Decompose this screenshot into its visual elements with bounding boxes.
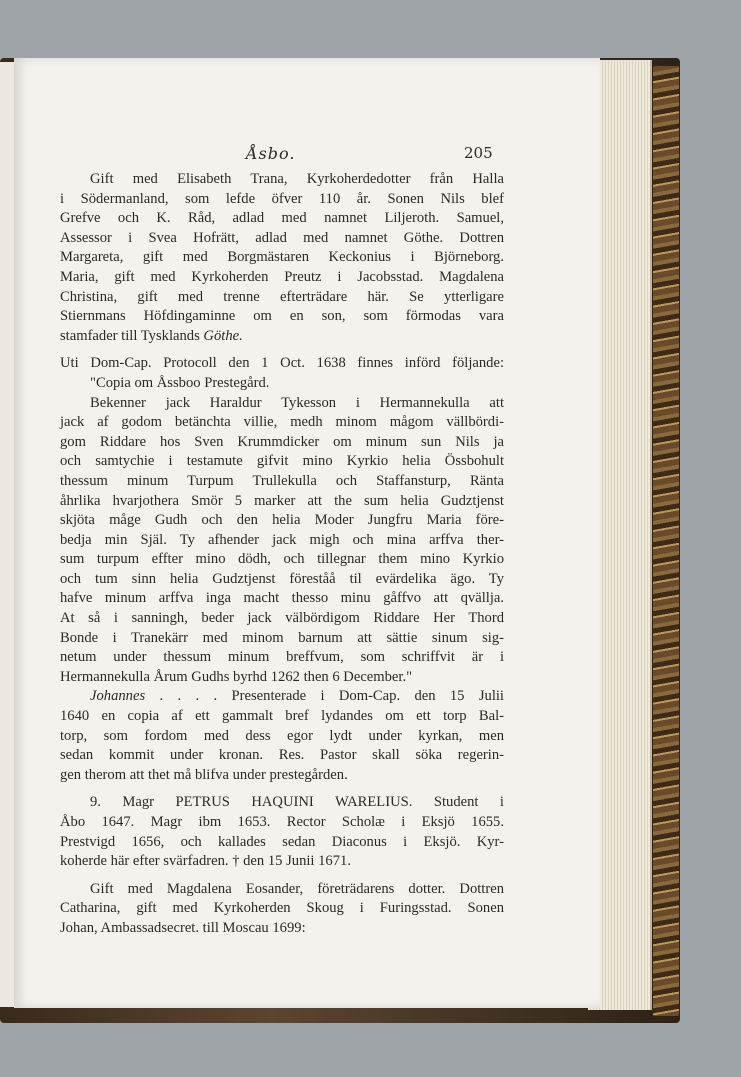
- paragraph-6: [60, 880, 504, 939]
- text-line: Christina, gift med trenne efterträdare här. Se ytterligare: [60, 288, 504, 305]
- paragraph-3: [60, 394, 504, 688]
- paragraph-5: [60, 793, 504, 871]
- running-header: [14, 144, 600, 166]
- text-line: Prestvigd 1656, och kallades sedan Diaconus i Eksjö. Kyr-: [60, 833, 504, 850]
- text-line: och samtychie i testamute gifvit mino Kyrkio helia Össbohult: [60, 453, 504, 470]
- paragraph-1: [60, 170, 504, 346]
- text-line: hafve minum arffva inga macht thesso minu gåffvo att qvällja.: [60, 590, 504, 607]
- text-line: 1640 en copia af ett gammalt bref lydandes om ett torp Bal-: [60, 708, 504, 725]
- text-line: Uti Dom-Cap. Protocoll den 1 Oct. 1638 finnes införd följande:: [60, 355, 504, 372]
- running-title: Åsbo.: [246, 144, 296, 163]
- text-line: At så i sanningh, beder jack välbördigom Riddare Her Thord: [60, 610, 504, 627]
- text-line: sum turpum effter mino dödh, och tillegnar them mino Kyrkio: [60, 551, 504, 568]
- text-line: [60, 327, 504, 347]
- text-line: thessum minum Turpum Trullekulla och Staffansturp, Ränta: [60, 472, 504, 489]
- facing-page-edge: [0, 62, 15, 1007]
- paragraph-4: [60, 687, 504, 785]
- text-line: Maria, gift med Kyrkoherden Preutz i Jacobsstad. Magdalena: [60, 268, 504, 285]
- text-line: Grefve och K. Råd, adlad med namnet Liljeroth. Samuel,: [60, 210, 504, 227]
- marbled-cover-edge: [653, 66, 679, 1016]
- text-line: Bekenner jack Haraldur Tykesson i Hermannekulla att: [90, 394, 504, 411]
- text-line: Assessor i Svea Hofrätt, adlad med namnet Göthe. Dottren: [60, 229, 504, 246]
- text-line: "Copia om Åssboo Prestegård.: [90, 374, 270, 391]
- text-line: koherde här efter svärfadren. † den 15 Junii 1671.: [60, 853, 351, 870]
- text-line: sedan kommit under kronan. Res. Pastor skall söka regerin-: [60, 747, 504, 764]
- page-number: 205: [464, 144, 493, 162]
- text-line: Åbo 1647. Magr ibm 1653. Rector Scholæ i Eksjö 1655.: [60, 814, 504, 830]
- text-line: [60, 687, 504, 707]
- text-fragment: stamfader till Tysklands: [60, 327, 200, 344]
- text-line: i Södermanland, som lefde öfver 110 år. Sonen Nils blef: [60, 190, 504, 207]
- text-line: Catharina, gift med Kyrkoherden Skoug i Furingsstad. Sonen: [60, 900, 504, 917]
- text-line: netum under thessum minum breffvum, som schriffvit är i: [60, 649, 504, 666]
- text-line: skjöta måge Gudh och den helia Moder Jungfru Maria före-: [60, 512, 504, 529]
- text-line: gom Riddare hos Sven Krummdicker om minum sun Nils ja: [60, 433, 504, 450]
- italic-name: Göthe.: [203, 327, 243, 344]
- text-line: åhrlika hvarjothera Smör 5 marker att the sum helia Gudztjenst: [60, 492, 504, 509]
- text-line: Gift med Elisabeth Trana, Kyrkoherdedotter från Halla: [90, 171, 504, 187]
- text-line: torp, som fordom med dess egor lydt under kyrkan, men: [60, 727, 504, 744]
- text-fragment: . . . . Presenterade i Dom-Cap. den 15 Julii: [145, 688, 504, 705]
- text-line: Hermannekulla Årum Gudhs byrhd 1262 then 6 December.": [60, 668, 413, 685]
- paragraph-2: [60, 354, 504, 393]
- text-line: jack af godom betänchta villie, medh minom mågom vällbördi-: [60, 414, 504, 431]
- page-body: [60, 170, 504, 939]
- text-line: och tum sinn helia Gudztjenst föreståå til evärdelika ägo. Ty: [60, 570, 504, 587]
- text-line: gen therom att thet må blifva under prestegården.: [60, 766, 348, 783]
- text-line: Gift med Magdalena Eosander, företrädarens dotter. Dottren: [90, 880, 504, 897]
- italic-name: Johannes: [90, 688, 146, 705]
- book-page: [14, 58, 600, 1008]
- text-line: Margareta, gift med Borgmästaren Keckonius i Björneborg.: [60, 249, 504, 266]
- text-line: Bonde i Tranekärr med minom barnum att sättie sinum sig-: [60, 629, 504, 646]
- text-line: Johan, Ambassadsecret. till Moscau 1699:: [60, 919, 306, 936]
- text-line: 9. Magr PETRUS HAQUINI WARELIUS. Student i: [90, 794, 504, 811]
- text-line: bedja min Själ. Ty afhender jack migh och mina arffva ther-: [60, 531, 504, 548]
- text-line: Stiernmans Höfdingaminne om en son, som förmodas vara: [60, 308, 504, 325]
